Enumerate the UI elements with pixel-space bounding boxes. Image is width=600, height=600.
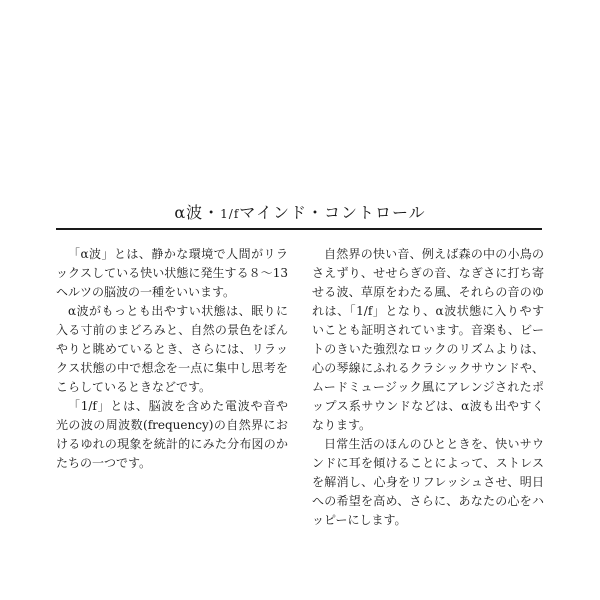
title-rest: マインド・コントロール — [239, 203, 426, 222]
title-rule — [56, 228, 542, 230]
title-fraction: 1/f — [220, 207, 240, 221]
right-paragraph-1: 自然界の快い音、例えば森の中の小鳥のさえずり、せせらぎの音、なぎさに打ち寄せる波、草原をわたる風、それらの音のゆれは、「1/f」となり、α波状態に入りやすいことも証明されています。音楽も、ビートのきいた強烈なロックのリズムよりは、心の琴線にふれるクラシックサウンドや、ムードミュージック風にアレンジされたポップス系サウンドなどは、α波も出やすくなります。 — [312, 247, 544, 432]
title-alpha: α — [174, 203, 187, 222]
left-paragraph-3: 「1/f」とは、脳波を含めた電波や音や光の波の周波数(frequency)の自然界におけるゆれの現象を統計的にみた分布図のかたちの一つです。 — [56, 399, 288, 470]
page-title — [0, 200, 600, 223]
left-column — [56, 245, 288, 473]
right-column — [312, 245, 544, 530]
title-main: 波・ — [186, 203, 221, 222]
left-paragraph-2: α波がもっとも出やすい状態は、眠りに入る寸前のまどろみと、自然の景色をぼんやりと眺めているとき、さらには、リラックス状態の中で想念を一点に集中し思考をこらしているときなどです。 — [56, 304, 288, 394]
right-paragraph-2: 日常生活のほんのひとときを、快いサウンドに耳を傾けることによって、ストレスを解消し、心身をリフレッシュさせ、明日への希望を高め、さらに、あなたの心をハッピーにします。 — [312, 437, 544, 527]
left-paragraph-1: 「α波」とは、静かな環境で人間がリラックスしている快い状態に発生する８〜13ヘルツの脳波の一種をいいます。 — [56, 247, 288, 299]
